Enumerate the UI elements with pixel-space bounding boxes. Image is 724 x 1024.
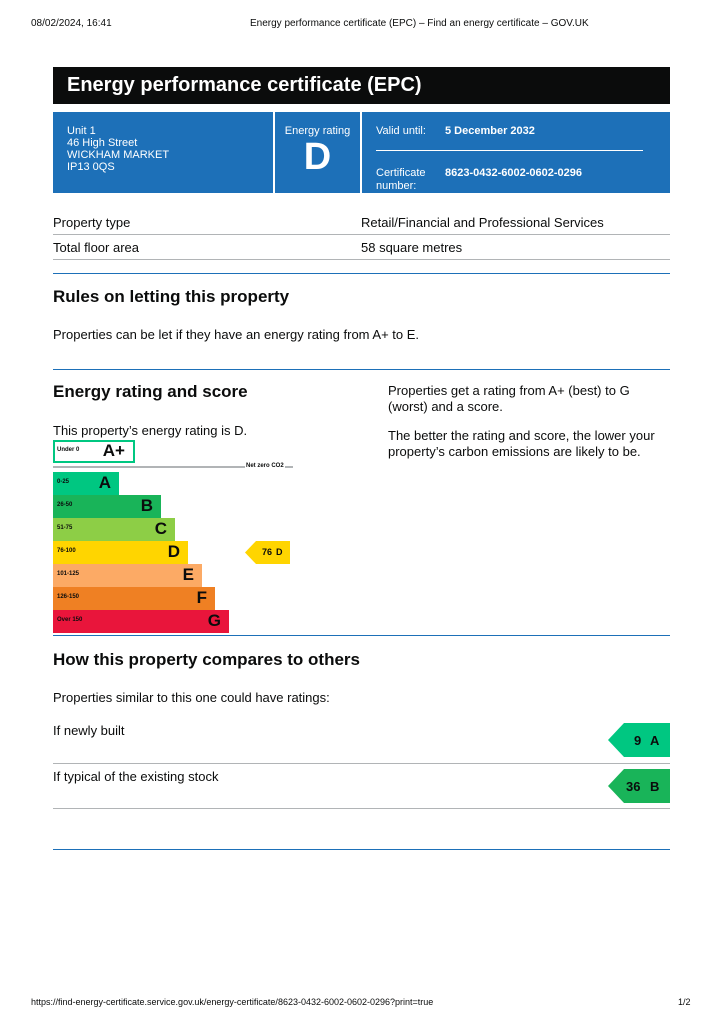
energy-statement: This property’s energy rating is D. bbox=[53, 423, 248, 438]
address-line-2: 46 High Street bbox=[67, 137, 138, 149]
newly-built-score: 9 bbox=[634, 733, 642, 748]
energy-rating-label: Energy rating bbox=[284, 125, 351, 137]
address-line-3: WICKHAM MARKET bbox=[67, 149, 170, 161]
rating-band-range: 51-75 bbox=[57, 525, 73, 531]
row-divider bbox=[53, 234, 670, 235]
certificate-number-label-1: Certificate bbox=[376, 167, 426, 179]
section-divider bbox=[53, 849, 670, 850]
certificate-panel bbox=[362, 112, 670, 193]
rules-heading: Rules on letting this property bbox=[53, 287, 290, 306]
rating-band-range: Under 0 bbox=[57, 447, 80, 453]
rating-band-b bbox=[53, 495, 161, 518]
current-rating-letter: D bbox=[276, 547, 283, 557]
floor-area-value: 58 square metres bbox=[361, 240, 463, 255]
certificate-number-value: 8623-0432-6002-0602-0296 bbox=[445, 167, 583, 179]
rating-band-f bbox=[53, 587, 215, 610]
net-zero-label: Net zero CO2 bbox=[246, 463, 284, 469]
valid-until-value: 5 December 2032 bbox=[445, 125, 535, 137]
rating-band-letter: D bbox=[167, 542, 180, 561]
energy-rating-letter: D bbox=[303, 136, 332, 178]
existing-stock-letter: B bbox=[650, 779, 660, 794]
rating-band-letter: F bbox=[196, 588, 207, 607]
page-title: Energy performance certificate (EPC) bbox=[53, 67, 670, 104]
row-divider bbox=[53, 763, 670, 764]
rating-band-range: 101-125 bbox=[57, 571, 80, 577]
current-rating-arrow bbox=[245, 541, 290, 564]
existing-stock-label: If typical of the existing stock bbox=[53, 769, 219, 784]
rating-band-letter: A+ bbox=[102, 441, 125, 460]
current-rating-score: 76 bbox=[262, 547, 273, 557]
newly-built-letter: A bbox=[650, 733, 660, 748]
section-divider bbox=[53, 273, 670, 274]
rating-band-e bbox=[53, 564, 202, 587]
rating-band-range: 126-150 bbox=[57, 594, 80, 600]
floor-area-label: Total floor area bbox=[53, 240, 139, 255]
energy-rating-panel bbox=[275, 112, 360, 193]
energy-side-text-2: The better the rating and score, the lower your property’s carbon emissions are likely to be. bbox=[388, 428, 655, 459]
section-divider bbox=[53, 369, 670, 370]
compare-intro: Properties similar to this one could have ratings: bbox=[53, 690, 330, 705]
section-divider bbox=[53, 635, 670, 636]
energy-side-text-1: Properties get a rating from A+ (best) to G (worst) and a score. bbox=[388, 383, 630, 414]
energy-heading: Energy rating and score bbox=[53, 382, 248, 401]
row-divider bbox=[53, 808, 670, 809]
property-type-value: Retail/Financial and Professional Services bbox=[361, 215, 604, 230]
print-datetime: 08/02/2024, 16:41 bbox=[31, 18, 112, 29]
rating-band-g bbox=[53, 610, 229, 633]
existing-stock-score: 36 bbox=[626, 779, 641, 794]
address-line-1: Unit 1 bbox=[67, 125, 96, 137]
valid-until-label: Valid until: bbox=[376, 125, 426, 137]
compare-heading: How this property compares to others bbox=[53, 650, 360, 669]
rules-text: Properties can be let if they have an energy rating from A+ to E. bbox=[53, 327, 420, 342]
print-footer-page: 1/2 bbox=[678, 997, 691, 1007]
rating-band-letter: B bbox=[140, 496, 153, 515]
rating-band-range: 76-100 bbox=[57, 548, 76, 554]
address-panel bbox=[53, 112, 273, 193]
rating-band-letter: G bbox=[207, 611, 221, 630]
rating-band-c bbox=[53, 518, 175, 541]
rating-band-d bbox=[53, 541, 188, 564]
print-footer-url: https://find-energy-certificate.service.gov.uk/energy-certificate/8623-0432-6002-0602-0296?print=true bbox=[31, 997, 434, 1007]
rating-band-letter: E bbox=[182, 565, 194, 584]
newly-built-label: If newly built bbox=[53, 723, 125, 738]
row-divider bbox=[53, 259, 670, 260]
rating-band-range: Over 150 bbox=[57, 617, 83, 623]
print-page-title: Energy performance certificate (EPC) – Find an energy certificate – GOV.UK bbox=[250, 18, 589, 29]
certificate-divider bbox=[376, 150, 643, 151]
rating-band-range: 26-50 bbox=[57, 502, 73, 508]
certificate-number-label-2: number: bbox=[376, 180, 417, 192]
rating-band-letter: A bbox=[98, 473, 111, 492]
rating-band-a bbox=[53, 472, 119, 495]
rating-band-letter: C bbox=[154, 519, 167, 538]
newly-built-rating-arrow bbox=[608, 723, 670, 757]
existing-stock-rating-arrow bbox=[608, 769, 670, 803]
rating-band-range: 0-25 bbox=[57, 479, 70, 485]
address-line-4: IP13 0QS bbox=[67, 161, 115, 173]
rating-band-a-plus bbox=[53, 440, 135, 463]
property-type-label: Property type bbox=[53, 215, 131, 230]
